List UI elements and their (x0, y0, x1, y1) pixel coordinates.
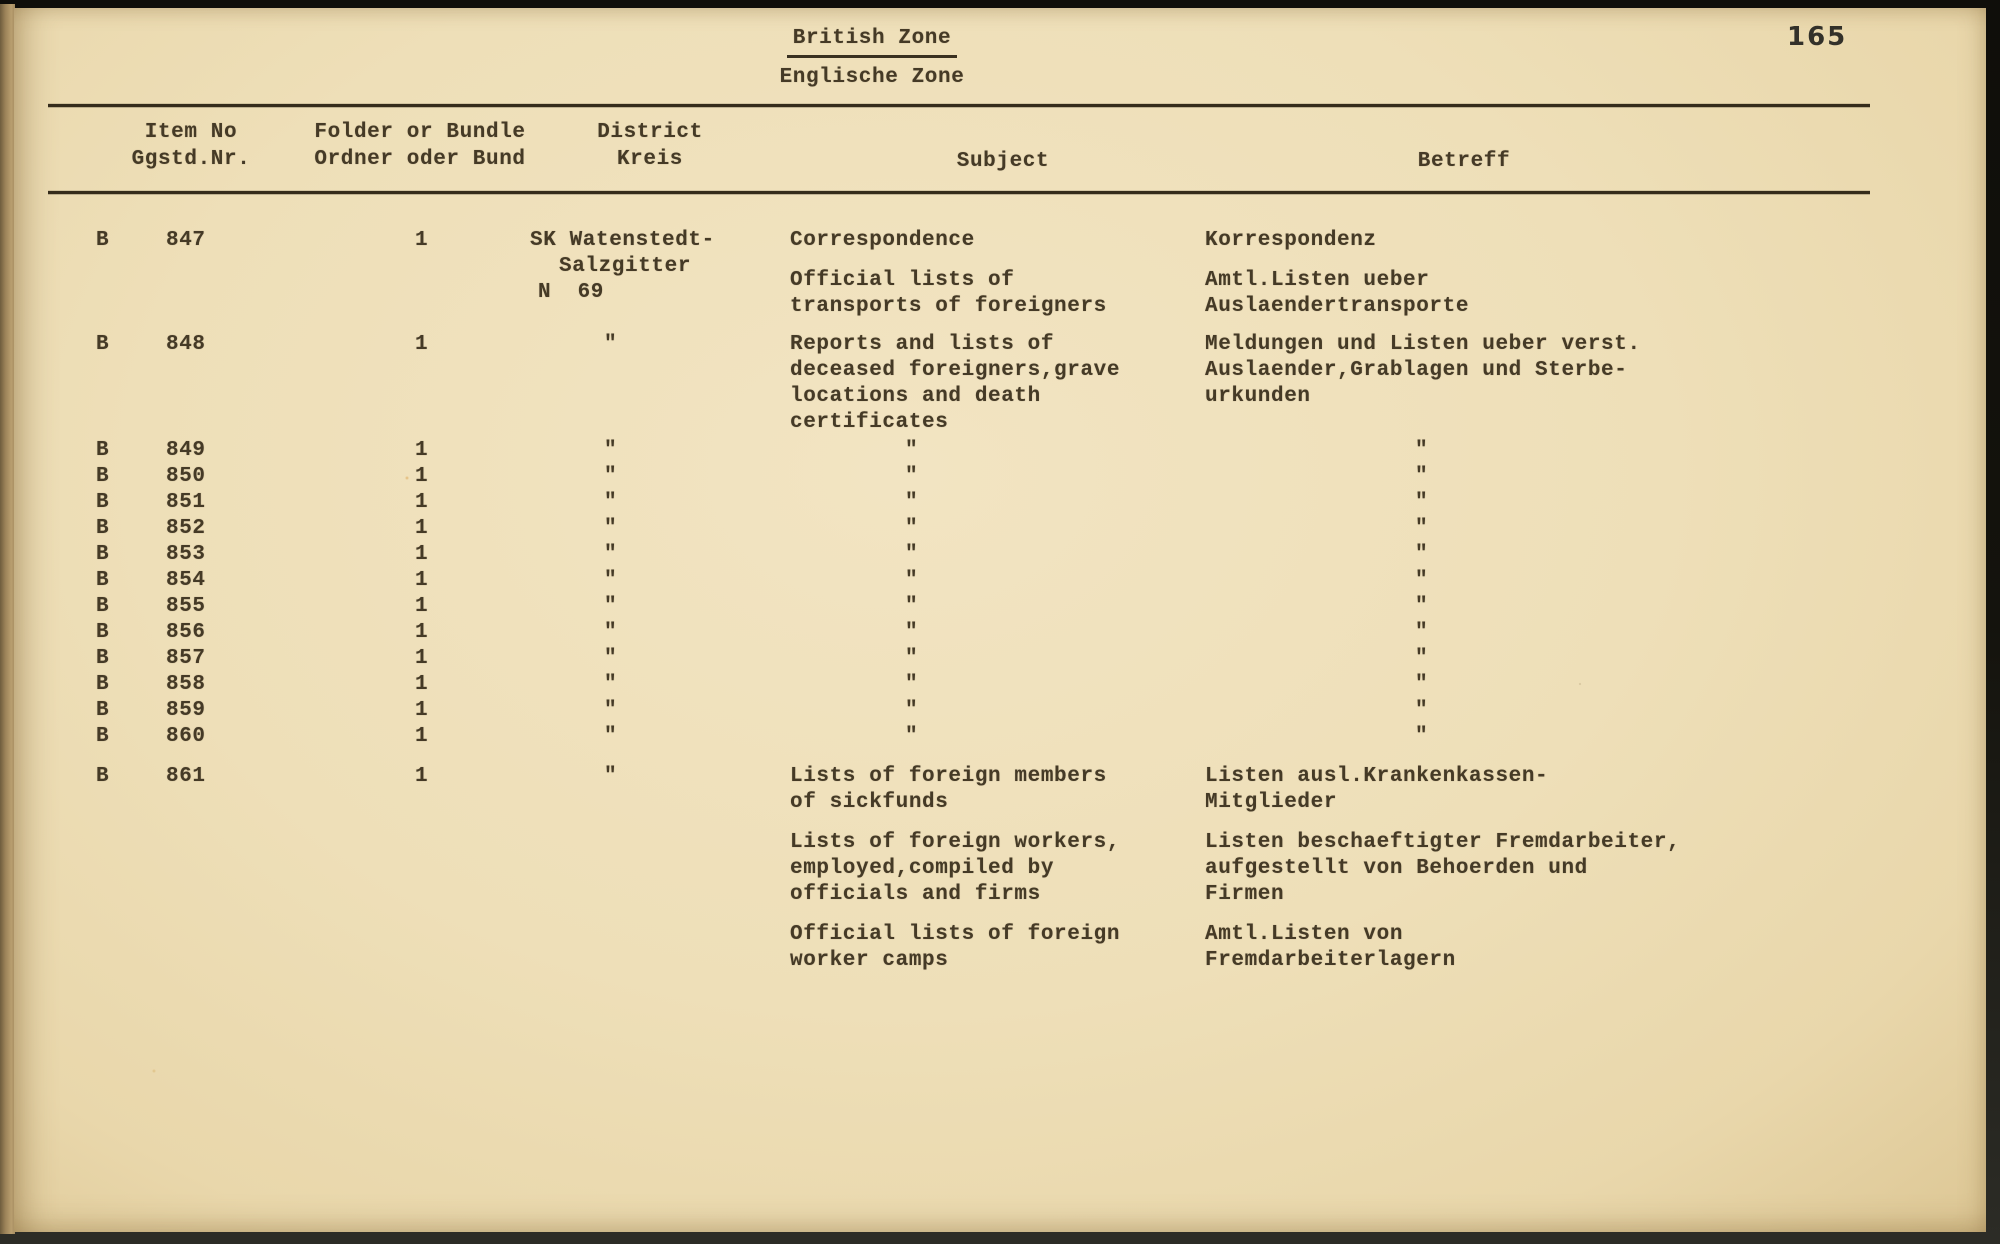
cell-item-no (166, 646, 415, 672)
cell-zone-letter (96, 516, 166, 542)
subject-paragraph (790, 724, 1205, 750)
cell-subject (790, 438, 1205, 464)
text-line: 1 (415, 725, 429, 748)
text-line: Firmen (1205, 883, 1285, 906)
text-line: B (96, 725, 110, 748)
cell-item-no (166, 620, 415, 646)
ditto-mark: " (604, 595, 618, 618)
ditto-mark: " (905, 699, 919, 722)
table-row (14, 724, 1986, 750)
cell-district (517, 672, 790, 698)
horizontal-rule-bottom (48, 191, 1870, 194)
cell-zone-letter (96, 568, 166, 594)
subject-paragraph (790, 228, 1205, 254)
ditto-mark: " (604, 517, 618, 540)
ditto-mark: " (1415, 517, 1429, 540)
ditto-mark: " (1415, 673, 1429, 696)
text-line: 1 (415, 439, 429, 462)
header-district-de: Kreis (616, 148, 683, 171)
cell-item-no (166, 672, 415, 698)
text-line: 857 (166, 647, 206, 670)
text-line: B (96, 621, 110, 644)
ditto-mark: " (1415, 439, 1429, 462)
cell-item-no (166, 438, 415, 464)
ditto-mark: " (1415, 465, 1429, 488)
subject-paragraph (790, 464, 1205, 490)
table-row (14, 516, 1986, 542)
page-subtitle: Englische Zone (779, 66, 965, 89)
betreff-paragraph (1205, 830, 1986, 908)
ditto-mark: " (905, 647, 919, 670)
subject-paragraph (790, 830, 1205, 908)
ditto-mark: " (604, 333, 618, 356)
betreff-paragraph (1205, 922, 1986, 974)
table-row (14, 646, 1986, 672)
table-row (14, 464, 1986, 490)
table-row (14, 672, 1986, 698)
cell-folder (415, 594, 517, 620)
text-line: 849 (166, 439, 206, 462)
text-line: 850 (166, 465, 206, 488)
cell-betreff (1205, 438, 1986, 464)
betreff-paragraph (1205, 438, 1986, 464)
text-line: B (96, 543, 110, 566)
text-line: 851 (166, 491, 206, 514)
text-line: Salzgitter (559, 255, 692, 278)
cell-zone-letter (96, 672, 166, 698)
header-betreff: Betreff (1417, 150, 1511, 173)
text-line: officials and firms (790, 883, 1041, 906)
ditto-mark: " (905, 465, 919, 488)
text-line: 859 (166, 699, 206, 722)
cell-subject (790, 594, 1205, 620)
cell-folder (415, 464, 517, 490)
betreff-paragraph (1205, 646, 1986, 672)
subject-paragraph (790, 568, 1205, 594)
ditto-mark: " (905, 517, 919, 540)
subject-paragraph (790, 646, 1205, 672)
ditto-mark: " (604, 491, 618, 514)
table-row (14, 332, 1986, 436)
text-line: Meldungen und Listen ueber verst. (1205, 333, 1641, 356)
ditto-mark: " (1415, 595, 1429, 618)
cell-betreff (1205, 464, 1986, 490)
text-line: Lists of foreign workers, (790, 831, 1121, 854)
text-line: B (96, 595, 110, 618)
book-binding-edge (0, 4, 15, 1234)
cell-betreff (1205, 724, 1986, 750)
ditto-mark: " (604, 543, 618, 566)
text-line: 1 (415, 673, 429, 696)
cell-betreff (1205, 672, 1986, 698)
ditto-mark: " (1415, 621, 1429, 644)
text-line: Mitglieder (1205, 791, 1338, 814)
cell-item-no (166, 542, 415, 568)
cell-district (517, 764, 790, 790)
cell-item-no (166, 698, 415, 724)
betreff-paragraph (1205, 332, 1986, 410)
text-line: Reports and lists of (790, 333, 1055, 356)
ditto-mark: " (905, 595, 919, 618)
table-row (14, 542, 1986, 568)
text-line: 847 (166, 229, 206, 252)
cell-zone-letter (96, 698, 166, 724)
text-line: N 69 (538, 281, 605, 304)
text-line: B (96, 491, 110, 514)
cell-folder (415, 672, 517, 698)
text-line: Amtl.Listen ueber (1205, 269, 1430, 292)
table-row (14, 594, 1986, 620)
text-line: 1 (415, 229, 429, 252)
text-line: B (96, 647, 110, 670)
ditto-mark: " (604, 673, 618, 696)
subject-paragraph (790, 594, 1205, 620)
cell-item-no (166, 764, 415, 790)
text-line: 1 (415, 647, 429, 670)
ditto-mark: " (905, 569, 919, 592)
cell-district (517, 724, 790, 750)
subject-paragraph (790, 922, 1205, 974)
cell-item-no (166, 568, 415, 594)
cell-subject (790, 464, 1205, 490)
betreff-paragraph (1205, 268, 1986, 320)
cell-item-no (166, 516, 415, 542)
text-line: of sickfunds (790, 791, 949, 814)
text-line: 848 (166, 333, 206, 356)
cell-folder (415, 516, 517, 542)
cell-betreff (1205, 620, 1986, 646)
cell-betreff (1205, 332, 1986, 410)
cell-item-no (166, 332, 415, 358)
text-line: Auslaendertransporte (1205, 295, 1470, 318)
subject-paragraph (790, 332, 1205, 436)
cell-folder (415, 438, 517, 464)
text-line: 1 (415, 595, 429, 618)
text-line: urkunden (1205, 385, 1311, 408)
cell-zone-letter (96, 490, 166, 516)
cell-district (517, 542, 790, 568)
subject-paragraph (790, 490, 1205, 516)
cell-betreff (1205, 698, 1986, 724)
betreff-paragraph (1205, 542, 1986, 568)
cell-subject (790, 698, 1205, 724)
cell-subject (790, 568, 1205, 594)
cell-folder (415, 568, 517, 594)
cell-subject (790, 228, 1205, 320)
header-item-no-de: Ggstd.Nr. (131, 148, 251, 171)
cell-zone-letter (96, 620, 166, 646)
text-line: 858 (166, 673, 206, 696)
text-line: Amtl.Listen von (1205, 923, 1404, 946)
text-line: Auslaender,Grablagen und Sterbe- (1205, 359, 1628, 382)
text-line: certificates (790, 411, 949, 434)
text-line: 1 (415, 333, 429, 356)
ditto-mark: " (604, 725, 618, 748)
cell-district (517, 568, 790, 594)
subject-paragraph (790, 516, 1205, 542)
header-item-no-en: Item No (144, 121, 238, 144)
betreff-paragraph (1205, 594, 1986, 620)
text-line: 852 (166, 517, 206, 540)
cell-zone-letter (96, 764, 166, 790)
ditto-mark: " (1415, 699, 1429, 722)
text-line: locations and death (790, 385, 1041, 408)
cell-folder (415, 542, 517, 568)
table-row (14, 568, 1986, 594)
page-number: 165 (1787, 22, 1848, 52)
text-line: 853 (166, 543, 206, 566)
cell-district (517, 698, 790, 724)
cell-zone-letter (96, 438, 166, 464)
text-line: B (96, 699, 110, 722)
ditto-mark: " (905, 725, 919, 748)
cell-item-no (166, 490, 415, 516)
betreff-paragraph (1205, 464, 1986, 490)
cell-betreff (1205, 594, 1986, 620)
text-line: 1 (415, 465, 429, 488)
cell-betreff (1205, 646, 1986, 672)
cell-subject (790, 646, 1205, 672)
ditto-mark: " (604, 699, 618, 722)
page-title: British Zone (787, 26, 957, 58)
table-row (14, 228, 1986, 320)
ditto-mark: " (1415, 569, 1429, 592)
text-line: 1 (415, 569, 429, 592)
subject-paragraph (790, 542, 1205, 568)
table-row (14, 438, 1986, 464)
cell-zone-letter (96, 724, 166, 750)
cell-district (517, 620, 790, 646)
cell-betreff (1205, 764, 1986, 974)
cell-subject (790, 724, 1205, 750)
page (14, 8, 1986, 1232)
text-line: B (96, 569, 110, 592)
cell-betreff (1205, 568, 1986, 594)
cell-subject (790, 672, 1205, 698)
cell-betreff (1205, 228, 1986, 320)
text-line: transports of foreigners (790, 295, 1107, 318)
betreff-paragraph (1205, 620, 1986, 646)
ditto-mark: " (1415, 725, 1429, 748)
text-line: Fremdarbeiterlagern (1205, 949, 1456, 972)
cell-subject (790, 332, 1205, 436)
cell-folder (415, 646, 517, 672)
cell-folder (415, 698, 517, 724)
text-line: B (96, 673, 110, 696)
text-line: 1 (415, 699, 429, 722)
ditto-mark: " (1415, 647, 1429, 670)
text-line: 855 (166, 595, 206, 618)
text-line: B (96, 765, 110, 788)
cell-folder (415, 490, 517, 516)
betreff-paragraph (1205, 672, 1986, 698)
ditto-mark: " (1415, 491, 1429, 514)
text-line: B (96, 465, 110, 488)
subject-paragraph (790, 268, 1205, 320)
text-line: 860 (166, 725, 206, 748)
betreff-paragraph (1205, 764, 1986, 816)
subject-paragraph (790, 672, 1205, 698)
cell-subject (790, 516, 1205, 542)
text-line: Listen ausl.Krankenkassen- (1205, 765, 1549, 788)
text-line: aufgestellt von Behoerden und (1205, 857, 1588, 880)
cell-folder (415, 764, 517, 790)
betreff-paragraph (1205, 490, 1986, 516)
text-line: employed,compiled by (790, 857, 1055, 880)
cell-folder (415, 724, 517, 750)
ditto-mark: " (1415, 543, 1429, 566)
table-body (14, 228, 1986, 974)
text-line: B (96, 333, 110, 356)
cell-item-no (166, 594, 415, 620)
horizontal-rule-top (48, 104, 1870, 107)
cell-district (517, 228, 790, 306)
cell-betreff (1205, 516, 1986, 542)
cell-subject (790, 542, 1205, 568)
text-line: SK Watenstedt- (530, 229, 715, 252)
cell-zone-letter (96, 594, 166, 620)
header-folder-de: Ordner oder Bund (314, 148, 526, 171)
cell-zone-letter (96, 228, 166, 254)
betreff-paragraph (1205, 698, 1986, 724)
ditto-mark: " (905, 439, 919, 462)
cell-betreff (1205, 542, 1986, 568)
ditto-mark: " (604, 647, 618, 670)
cell-zone-letter (96, 464, 166, 490)
ditto-mark: " (604, 621, 618, 644)
cell-zone-letter (96, 542, 166, 568)
text-line: B (96, 439, 110, 462)
ditto-mark: " (604, 439, 618, 462)
cell-district (517, 332, 790, 358)
text-line: deceased foreigners,grave (790, 359, 1121, 382)
subject-paragraph (790, 620, 1205, 646)
text-line: 1 (415, 621, 429, 644)
text-line: 1 (415, 491, 429, 514)
cell-item-no (166, 464, 415, 490)
cell-item-no (166, 228, 415, 254)
cell-folder (415, 332, 517, 358)
cell-district (517, 438, 790, 464)
header-folder-en: Folder or Bundle (314, 121, 526, 144)
subject-paragraph (790, 764, 1205, 816)
ditto-mark: " (604, 765, 618, 788)
ditto-mark: " (905, 621, 919, 644)
text-line: B (96, 517, 110, 540)
subject-paragraph (790, 438, 1205, 464)
text-line: Official lists of foreign (790, 923, 1121, 946)
text-line: Korrespondenz (1205, 229, 1377, 252)
text-line: Official lists of (790, 269, 1015, 292)
cell-subject (790, 620, 1205, 646)
text-line: 1 (415, 543, 429, 566)
text-line: 1 (415, 765, 429, 788)
ditto-mark: " (604, 569, 618, 592)
text-line: 861 (166, 765, 206, 788)
title-block (572, 26, 1172, 91)
betreff-paragraph (1205, 228, 1986, 254)
text-line: Lists of foreign members (790, 765, 1107, 788)
header-subject: Subject (956, 150, 1050, 173)
betreff-paragraph (1205, 516, 1986, 542)
cell-district (517, 516, 790, 542)
cell-zone-letter (96, 332, 166, 358)
cell-item-no (166, 724, 415, 750)
table-row (14, 620, 1986, 646)
cell-district (517, 490, 790, 516)
betreff-paragraph (1205, 568, 1986, 594)
text-line: 856 (166, 621, 206, 644)
cell-folder (415, 620, 517, 646)
cell-subject (790, 490, 1205, 516)
cell-folder (415, 228, 517, 254)
text-line: worker camps (790, 949, 949, 972)
ditto-mark: " (905, 673, 919, 696)
text-line: Listen beschaeftigter Fremdarbeiter, (1205, 831, 1681, 854)
ditto-mark: " (905, 491, 919, 514)
betreff-paragraph (1205, 724, 1986, 750)
cell-district (517, 594, 790, 620)
table-row (14, 698, 1986, 724)
cell-betreff (1205, 490, 1986, 516)
table-row (14, 764, 1986, 974)
cell-district (517, 646, 790, 672)
text-line: B (96, 229, 110, 252)
subject-paragraph (790, 698, 1205, 724)
ditto-mark: " (905, 543, 919, 566)
header-district-en: District (597, 121, 703, 144)
cell-subject (790, 764, 1205, 974)
text-line: Correspondence (790, 229, 975, 252)
cell-zone-letter (96, 646, 166, 672)
cell-district (517, 464, 790, 490)
text-line: 1 (415, 517, 429, 540)
table-row (14, 490, 1986, 516)
ditto-mark: " (604, 465, 618, 488)
text-line: 854 (166, 569, 206, 592)
